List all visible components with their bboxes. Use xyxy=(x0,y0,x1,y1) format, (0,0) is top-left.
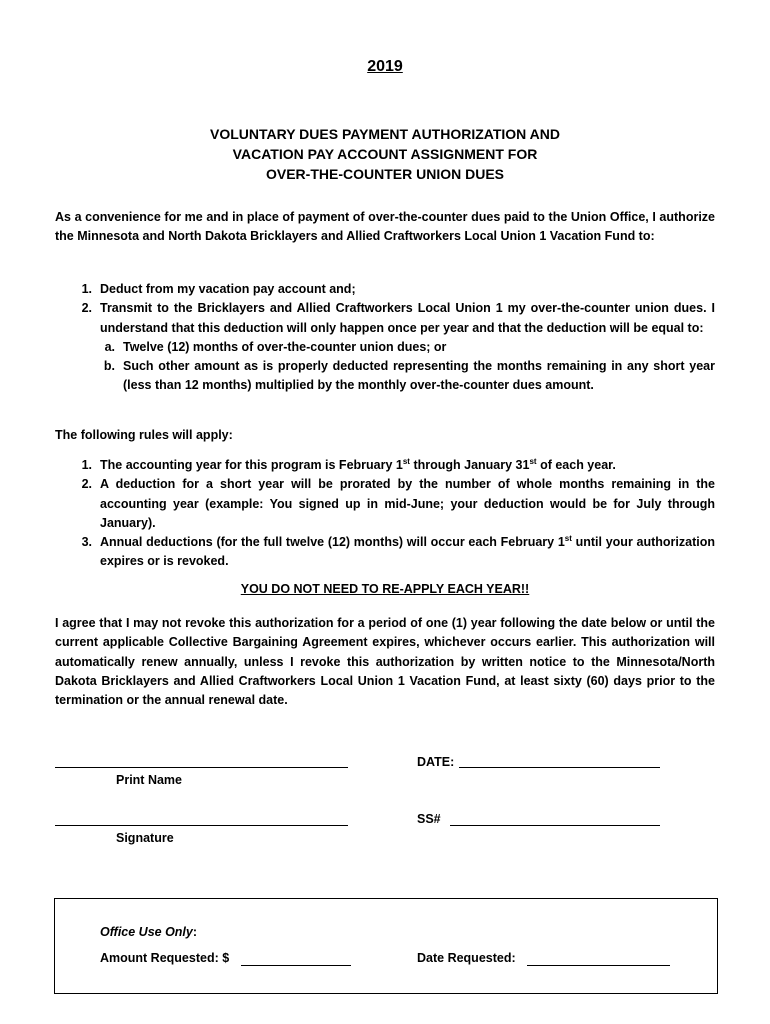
agreement-paragraph: I agree that I may not revoke this authorization for a period of one (1) year following the date below or until the current applicable Collective Bargaining Agreement expires, whichever occurs earlier. This authorization will automatically renew annually, unless I revoke this authorization by written notice to the Minnesota/North Dakota Bricklayers and Allied Craftworkers Local Union 1 Vacation Fund, at least sixty (60) days prior to the termination or the annual renewal date. xyxy=(55,616,715,708)
sub-item-letter: b. xyxy=(103,359,115,374)
list-item xyxy=(55,456,715,475)
title-line-1: VOLUNTARY DUES PAYMENT AUTHORIZATION AND xyxy=(209,126,560,142)
rules-list xyxy=(55,456,715,572)
list-item xyxy=(55,280,715,299)
amount-requested-label: Amount Requested: $ xyxy=(100,951,230,965)
list-item-text: Transmit to the Bricklayers and Allied Craftworkers Local Union 1 my over-the-counter union dues. I understand that this deduction will only happen once per year and that the deduction will be equal to: xyxy=(100,301,715,335)
intro-paragraph: As a convenience for me and in place of payment of over-the-counter dues paid to the Union Office, I authorize the Minnesota and North Dakota Bricklayers and Allied Craftworkers Local Union 1 Vacation Fund to: xyxy=(55,210,715,244)
date-field[interactable] xyxy=(459,767,660,768)
date-label: DATE: xyxy=(417,755,455,769)
date-requested-field[interactable] xyxy=(527,965,670,966)
list-item-number: 1. xyxy=(81,282,92,296)
document-title xyxy=(0,124,770,184)
signature-field[interactable] xyxy=(55,825,348,826)
sub-item-letter: a. xyxy=(104,339,115,354)
sub-list-item xyxy=(55,338,715,357)
list-item xyxy=(55,475,715,533)
document-year: 2019 xyxy=(367,58,403,75)
title-line-2: VACATION PAY ACCOUNT ASSIGNMENT FOR xyxy=(232,146,538,162)
authorization-list xyxy=(55,280,715,396)
list-item-number: 3. xyxy=(81,535,92,550)
signature-label: Signature xyxy=(116,831,174,845)
rules-heading: The following rules will apply: xyxy=(55,428,233,442)
list-item-text: Annual deductions (for the full twelve (12) months) will occur each February 1st until your authorization expires or is revoked. xyxy=(100,534,715,569)
office-use-heading: Office Use Only: xyxy=(100,925,198,939)
reapply-notice: YOU DO NOT NEED TO RE-APPLY EACH YEAR!! xyxy=(240,582,530,596)
sub-item-text: Twelve (12) months of over-the-counter union dues; or xyxy=(123,339,447,354)
list-item-number: 2. xyxy=(81,301,92,316)
ss-field[interactable] xyxy=(450,825,660,826)
print-name-label: Print Name xyxy=(116,773,182,787)
list-item-number: 2. xyxy=(81,477,92,492)
print-name-field[interactable] xyxy=(55,767,348,768)
sub-item-text: Such other amount as is properly deducted representing the months remaining in any short year (less than 12 months) multiplied by the monthly over-the-counter dues amount. xyxy=(123,359,715,393)
list-item-text: A deduction for a short year will be prorated by the number of whole months remaining in the accounting year (example: You signed up in mid-June; your deduction would be for July through January). xyxy=(100,477,715,530)
title-line-3: OVER-THE-COUNTER UNION DUES xyxy=(265,166,504,182)
list-item xyxy=(55,299,715,338)
list-item-number: 1. xyxy=(81,458,92,472)
list-item-text: Deduct from my vacation pay account and; xyxy=(100,282,356,296)
office-use-box xyxy=(54,898,718,994)
sub-list-item xyxy=(55,357,715,396)
amount-requested-field[interactable] xyxy=(241,965,351,966)
list-item xyxy=(55,533,715,572)
list-item-text: The accounting year for this program is February 1st through January 31st of each year. xyxy=(100,456,616,472)
ss-label: SS# xyxy=(417,812,441,826)
date-requested-label: Date Requested: xyxy=(417,951,516,965)
